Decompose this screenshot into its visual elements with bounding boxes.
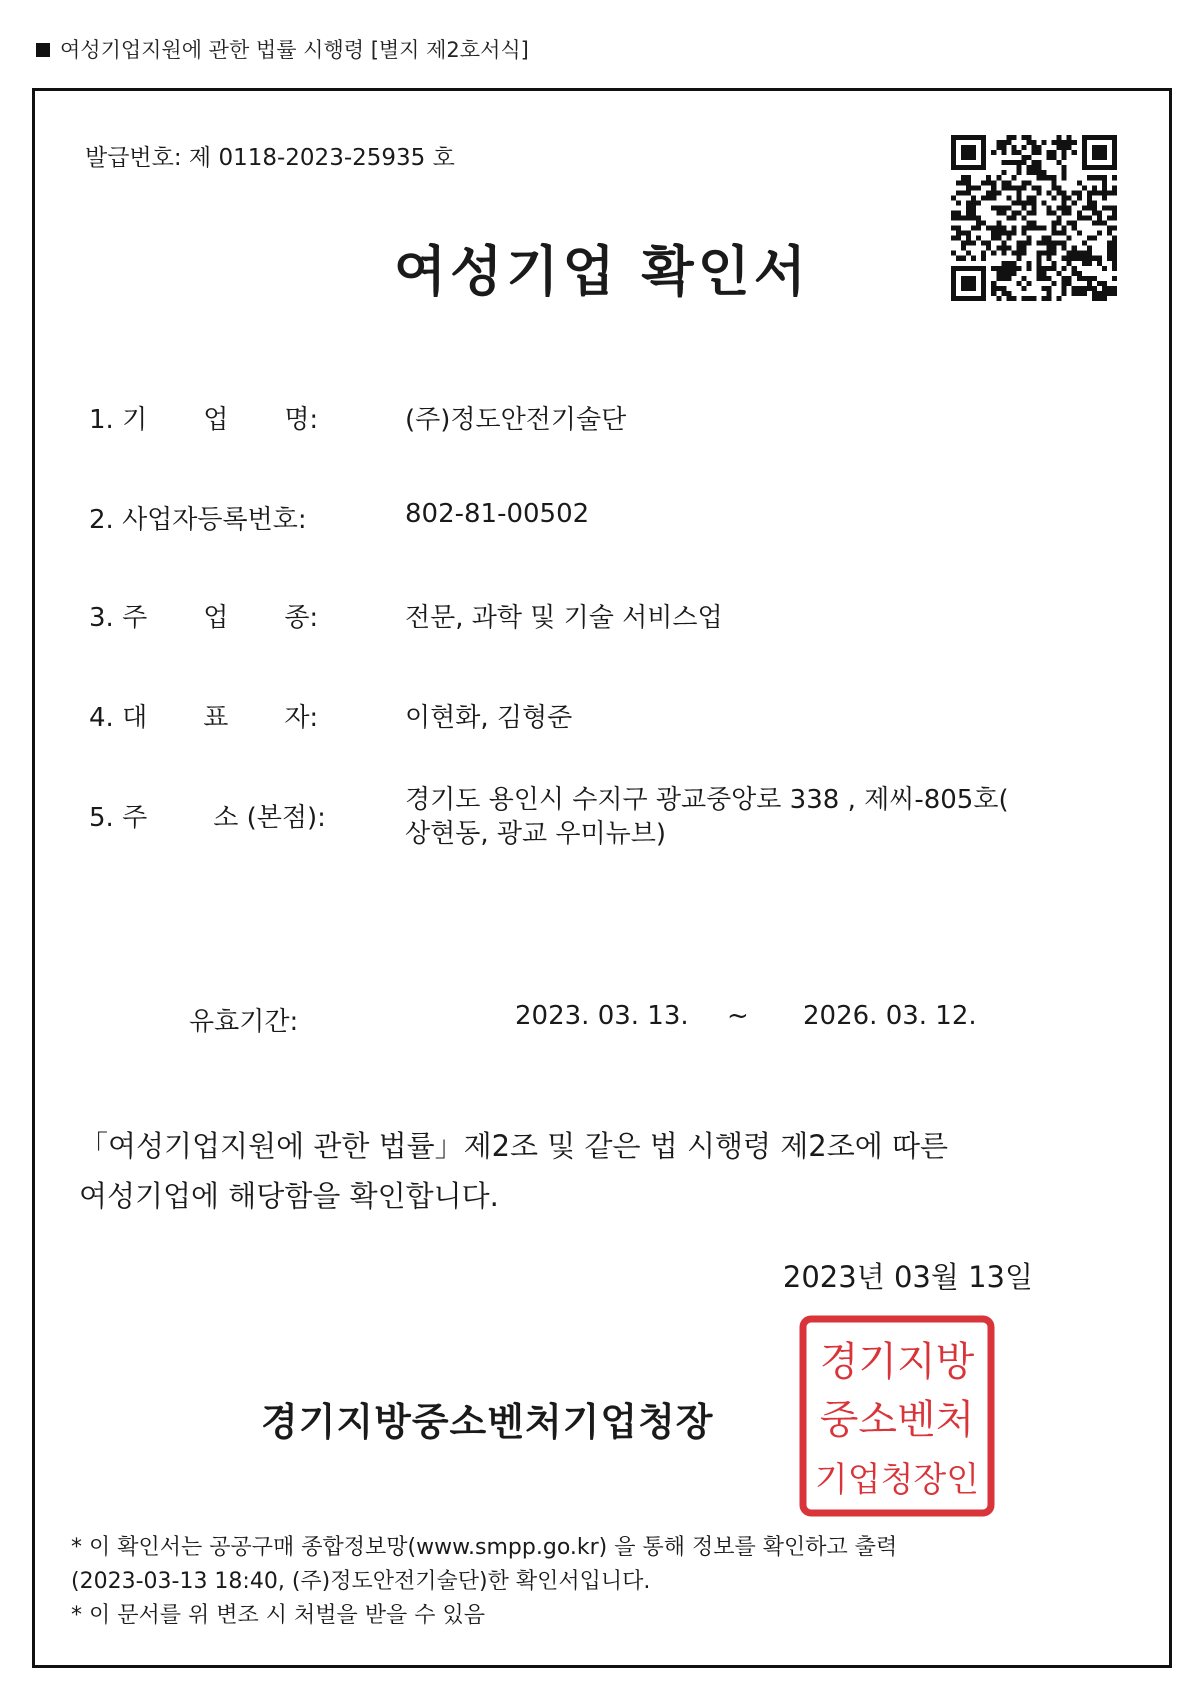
- field-label-business-number: 2. 사업자등록번호:: [89, 505, 307, 535]
- field-value-industry: 전문, 과학 및 기술 서비스업: [405, 603, 723, 633]
- document-title: 여성기업 확인서: [394, 240, 810, 303]
- seal-line-1: 경기지방: [819, 1339, 975, 1385]
- field-label-industry: 3. 주 업 종:: [89, 603, 319, 633]
- confirmation-statement: 「여성기업지원에 관한 법률」제2조 및 같은 법 시행령 제2조에 따른 여성기업에 해당함을 확인합니다.: [79, 1129, 948, 1213]
- form-reference: 여성기업지원에 관한 법률 시행령 [별지 제2호서식]: [36, 34, 529, 64]
- field-value-company: (주)정도안전기술단: [405, 405, 627, 435]
- validity-from: 2023. 03. 13.: [515, 1001, 689, 1031]
- issuer-name: 경기지방중소벤처기업청장: [261, 1400, 714, 1444]
- seal-line-2: 중소벤처: [819, 1397, 975, 1443]
- field-value-address-line2: 상현동, 광교 우미뉴브): [405, 819, 666, 849]
- note-line: * 이 문서를 위 변조 시 처벌을 받을 수 있음: [71, 1603, 485, 1628]
- official-seal-icon: [799, 1315, 995, 1517]
- validity-label: 유효기간:: [189, 1007, 299, 1037]
- field-label-address: 5. 주 소 (본점):: [89, 803, 326, 833]
- field-value-address-line1: 경기도 용인시 수지구 광교중앙로 338 , 제씨-805호(: [405, 785, 1009, 815]
- field-label-company: 1. 기 업 명:: [89, 405, 319, 435]
- note-line: (2023-03-13 18:40, (주)정도안전기술단)한 확인서입니다.: [71, 1569, 651, 1594]
- certificate-frame: [32, 88, 1172, 1668]
- field-value-representative: 이현화, 김형준: [405, 703, 573, 733]
- seal-line-3: 기업청장인: [814, 1460, 980, 1500]
- field-value-business-number: 802-81-00502: [405, 499, 590, 529]
- validity-separator: ~: [727, 1001, 749, 1031]
- footer-notes: [71, 1531, 1151, 1633]
- square-bullet-icon: [36, 43, 50, 57]
- note-line: * 이 확인서는 공공구매 종합정보망(www.smpp.go.kr) 을 통해 정보를 확인하고 출력: [71, 1535, 898, 1560]
- field-label-representative: 4. 대 표 자:: [89, 703, 319, 733]
- validity-to: 2026. 03. 12.: [803, 1001, 977, 1031]
- issue-date: 2023년 03월 13일: [782, 1260, 1033, 1294]
- issue-number: 발급번호: 제 0118-2023-25935 호: [85, 145, 455, 171]
